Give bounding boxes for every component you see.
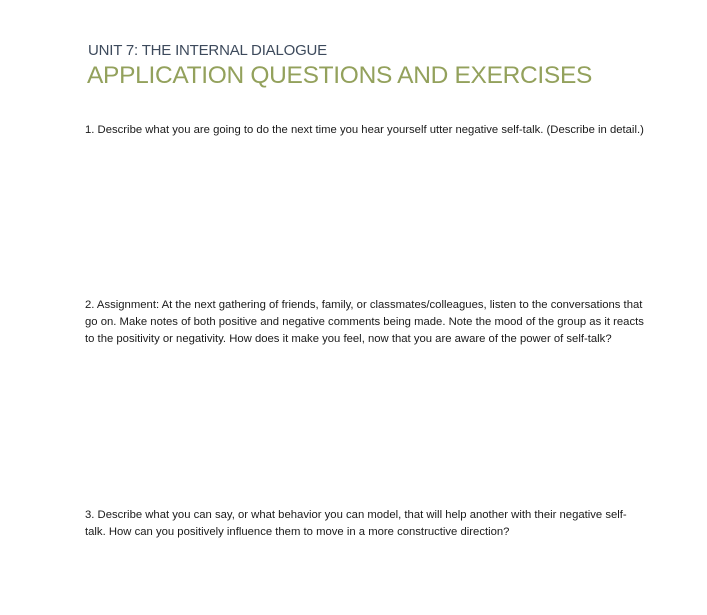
unit-label: UNIT 7: THE INTERNAL DIALOGUE — [88, 42, 327, 59]
section-title: APPLICATION QUESTIONS AND EXERCISES — [87, 62, 593, 89]
question-1: 1. Describe what you are going to do the next time you hear yourself utter negative self-talk. (Describe in detail.) — [85, 124, 644, 136]
question-2: 2. Assignment: At the next gathering of friends, family, or classmates/colleagues, listen to the conversations that go on. Make notes of both positive and negative comments being made. Note the mood of the group as it reacts to the positivity or negativity. How does it make you feel, now that you are aware of the power of self-talk? — [85, 299, 644, 345]
question-3: 3. Describe what you can say, or what behavior you can model, that will help another with their negative self-talk. How can you positively influence them to move in a more constructive direction? — [85, 509, 627, 538]
